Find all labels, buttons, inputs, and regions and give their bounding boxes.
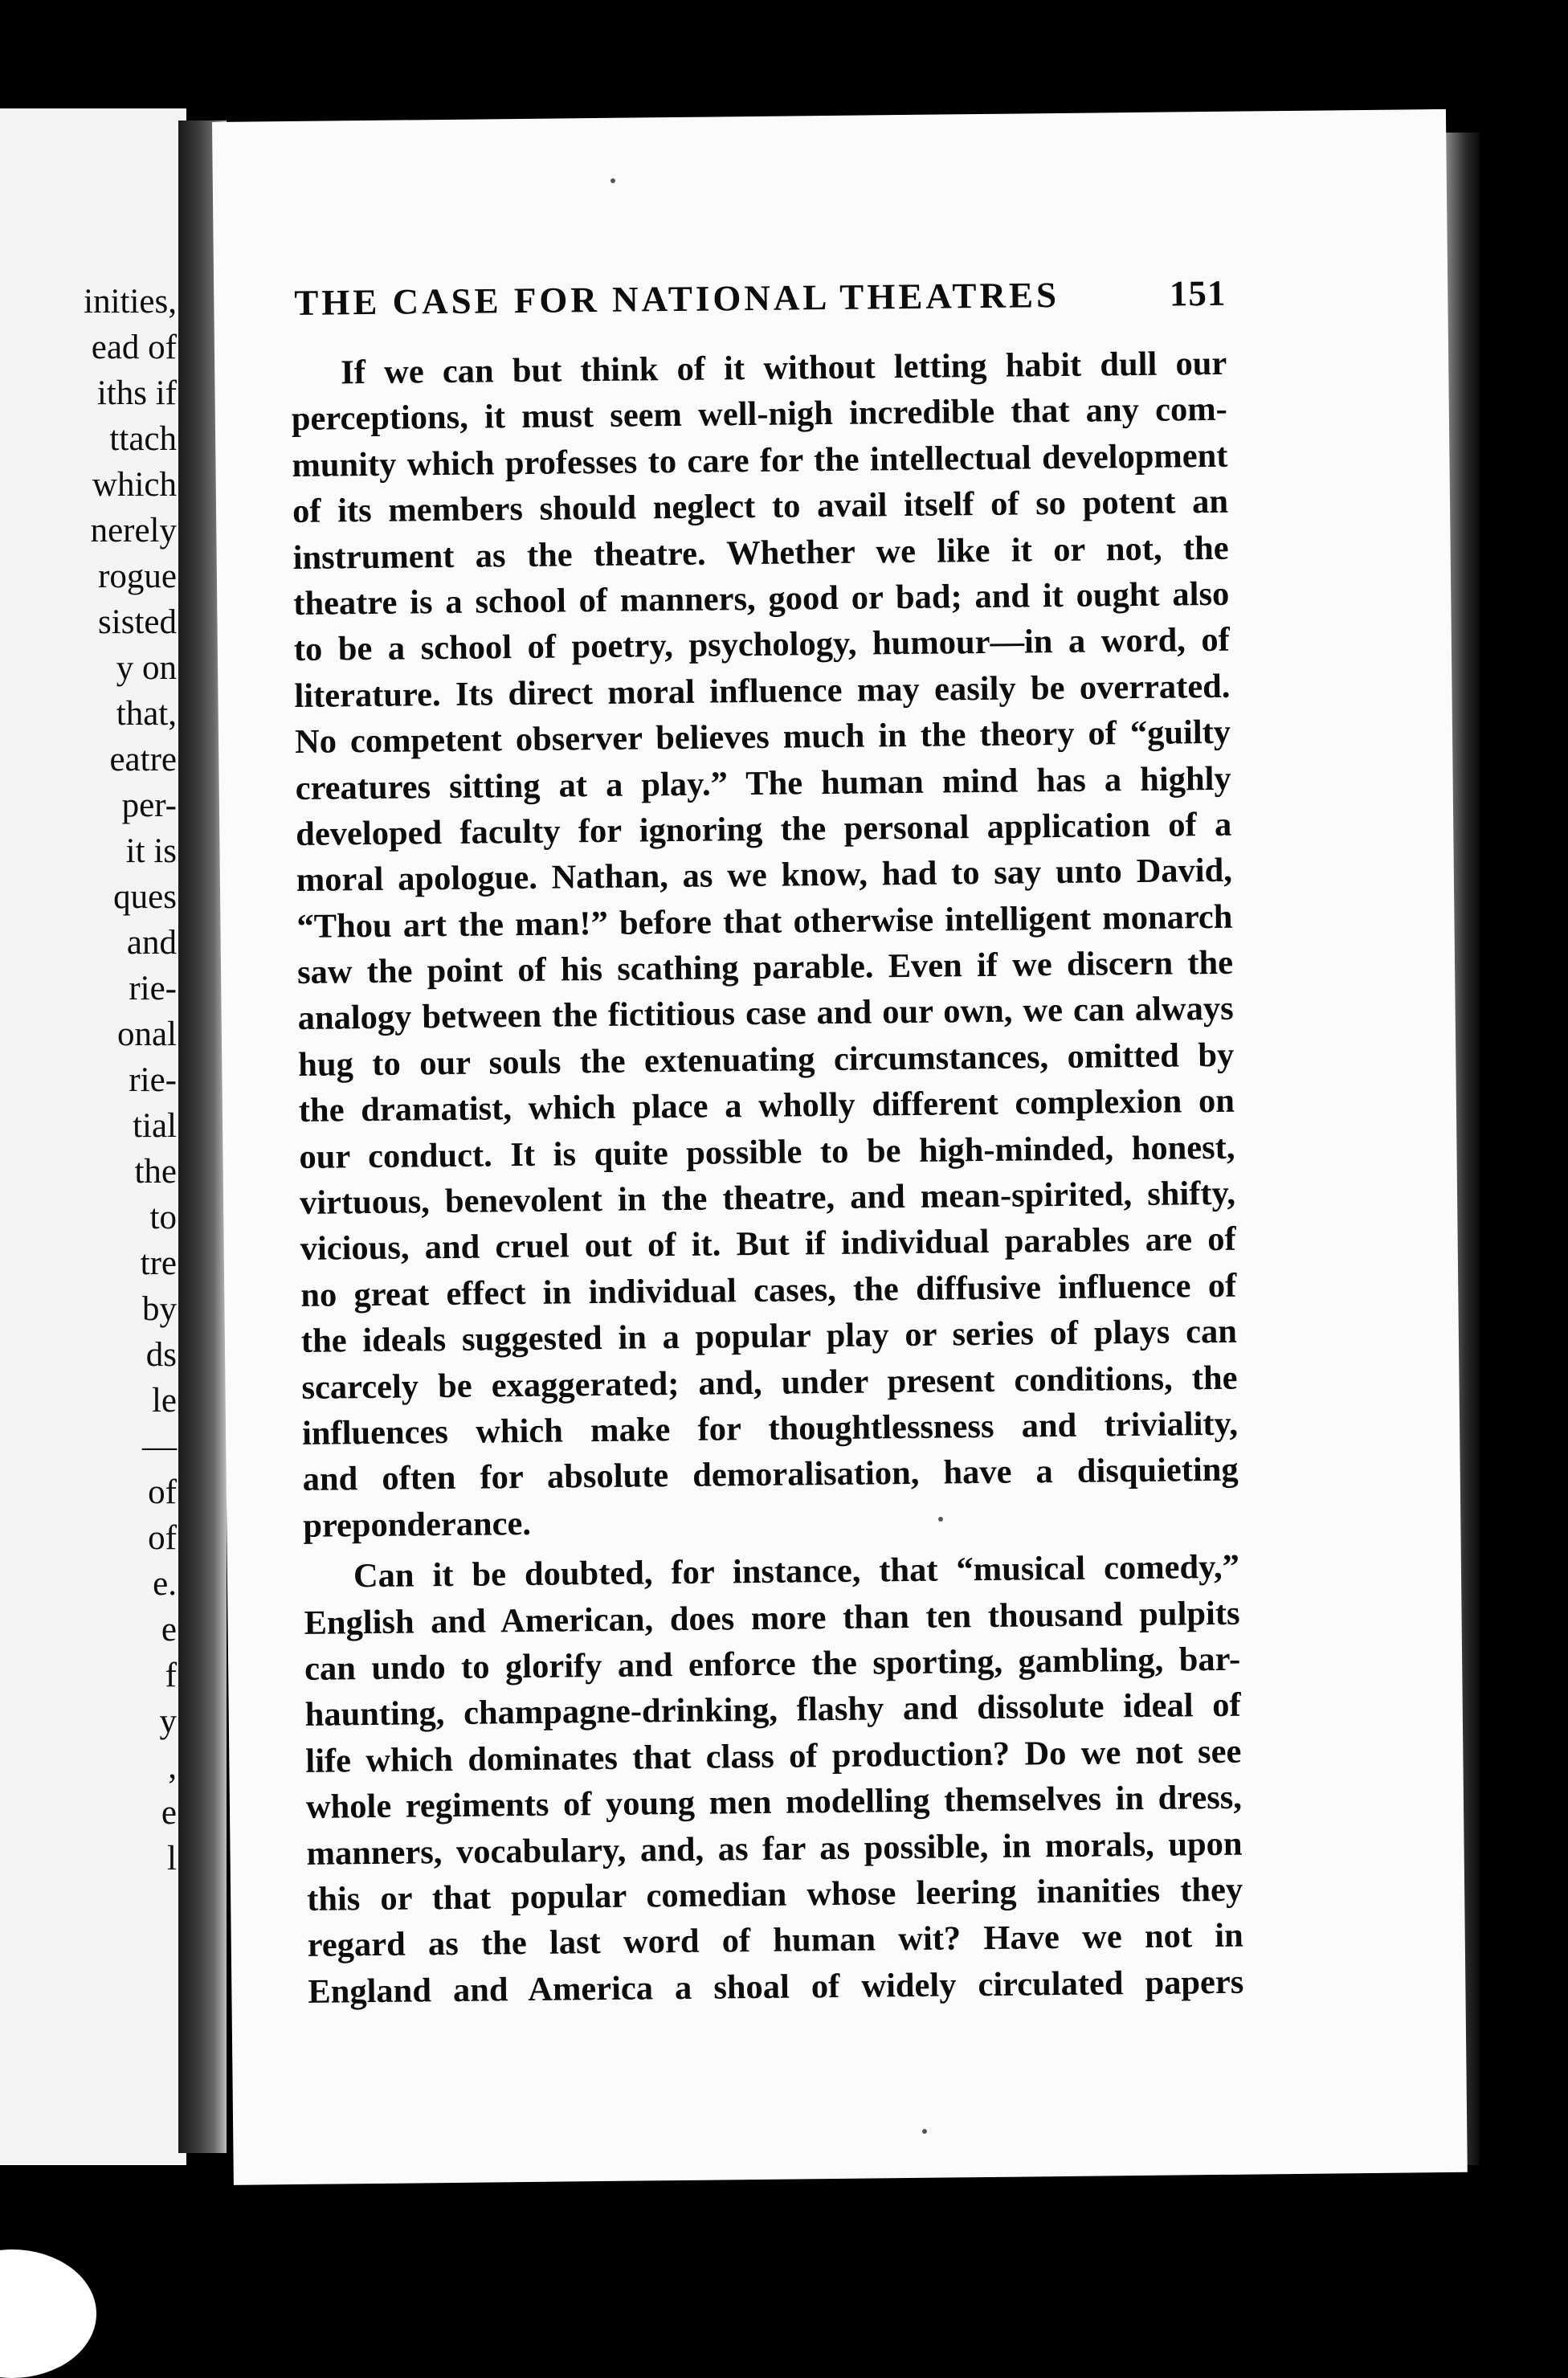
text-line: No competent observer believes much in the theory of “guilty (294, 713, 1231, 762)
text-line: theatre is a school of manners, good or bad; and it ought also (293, 574, 1230, 623)
previous-page-line: le (151, 1382, 177, 1420)
text-line: haunting, champagne-drinking, flashy and dissolute ideal of (304, 1686, 1241, 1734)
previous-page-line: tre (140, 1244, 177, 1282)
text-line: “Thou art the man!” before that otherwise intelligent monarch (296, 897, 1233, 946)
text-line: can undo to glorify and enforce the sporting, gambling, bar- (304, 1640, 1241, 1688)
text-line: manners, vocabulary, and, as far as possible, in morals, upon (306, 1824, 1243, 1873)
previous-page-line: eatre (109, 741, 177, 778)
text-line: creatures sitting at a play.” The human mind has a highly (295, 759, 1231, 807)
previous-page-text (84, 279, 177, 1882)
text-line: Can it be doubted, for instance, that “musical comedy,” (353, 1547, 1240, 1596)
running-head (294, 272, 1226, 324)
previous-page-line: sisted (98, 603, 177, 641)
previous-page-line: of (148, 1519, 177, 1557)
previous-page-line: — (142, 1428, 177, 1465)
previous-page-line: tial (133, 1107, 177, 1145)
previous-page-line: f (165, 1657, 177, 1694)
text-line: developed faculty for ignoring the personal application of a (296, 805, 1232, 853)
previous-page-line: ead of (91, 329, 177, 366)
book-page (212, 109, 1468, 2185)
previous-page-line: to (149, 1199, 177, 1236)
text-line: If we can but think of it without letting habit dull our (341, 344, 1227, 392)
text-line: regard as the last word of human wit? Have we not in (307, 1916, 1243, 1965)
previous-page-line: , (168, 1748, 177, 1786)
previous-page (0, 108, 186, 2165)
text-line: this or that popular comedian whose leering inanities they (306, 1870, 1243, 1918)
previous-page-line: it is (125, 832, 177, 870)
text-line: literature. Its direct moral influence may easily be overrated. (294, 667, 1231, 715)
previous-page-line: y (159, 1702, 177, 1740)
previous-page-line: e. (153, 1565, 177, 1603)
text-line: munity which professes to care for the intellectual development (292, 436, 1228, 484)
paper-speck (610, 178, 615, 183)
previous-page-line: iths if (96, 374, 177, 412)
page-body-text (291, 341, 1244, 2015)
text-line: analogy between the fictitious case and our own, we can always (297, 990, 1234, 1038)
text-line: saw the point of his scathing parable. Even if we discern the (296, 943, 1234, 992)
previous-page-line: rie- (129, 1061, 177, 1099)
paper-speck (938, 1517, 943, 1522)
previous-page-line: onal (116, 1015, 177, 1053)
text-line: virtuous, benevolent in the theatre, and mean-spirited, shifty, (299, 1174, 1236, 1222)
paper-speck (922, 2129, 927, 2134)
text-line: instrument as the theatre. Whether we like it or not, the (292, 529, 1229, 577)
previous-page-line: ds (145, 1336, 177, 1374)
previous-page-line: e (161, 1611, 177, 1649)
text-line: England and America a shoal of widely circulated papers (308, 1963, 1244, 2011)
text-line: to be a school of poetry, psychology, humour—in a word, of (293, 621, 1231, 669)
previous-page-line: y on (116, 649, 177, 687)
text-line: the dramatist, which place a wholly different complexion on (298, 1081, 1235, 1130)
text-line: hug to our souls the extenuating circumstances, omitted by (298, 1036, 1235, 1084)
previous-page-line: the (134, 1153, 177, 1191)
scan-corner-blot (0, 2249, 96, 2378)
text-line: preponderance. (303, 1504, 532, 1545)
previous-page-line: which (92, 466, 177, 504)
page-number: 151 (1169, 272, 1227, 314)
text-line: whole regiments of young men modelling themselves in dress, (305, 1778, 1243, 1826)
text-line: of its members should neglect to avail itself of so potent an (292, 482, 1229, 531)
text-line: scarcely be exaggerated; and, under present conditions, the (301, 1359, 1238, 1407)
previous-page-line: nerely (90, 512, 177, 550)
text-line: influences which make for thoughtlessness and triviality, (301, 1404, 1239, 1453)
previous-page-line: by (142, 1290, 177, 1328)
previous-page-line: ques (113, 878, 177, 916)
text-line: perceptions, it must seem well-nigh incredible that any com- (291, 390, 1228, 439)
text-line: and often for absolute demoralisation, have a disquieting (302, 1451, 1239, 1499)
previous-page-line: rogue (98, 558, 177, 595)
text-line: the ideals suggested in a popular play or series of plays can (300, 1312, 1238, 1361)
previous-page-line: rie- (129, 970, 177, 1007)
running-head-title: THE CASE FOR NATIONAL THEATRES (294, 274, 1060, 323)
text-line: no great effect in individual cases, the diffusive influence of (300, 1266, 1237, 1314)
text-line: English and American, does more than ten thousand pulpits (304, 1594, 1240, 1642)
previous-page-line: that, (116, 695, 177, 733)
previous-page-line: inities, (84, 283, 177, 321)
text-line: our conduct. It is quite possible to be high-minded, honest, (299, 1128, 1235, 1176)
text-line: vicious, and cruel out of it. But if individual parables are of (300, 1220, 1236, 1269)
previous-page-line: ttach (109, 420, 177, 458)
text-line: moral apologue. Nathan, as we know, had to say unto David, (296, 852, 1233, 900)
previous-page-line: e (161, 1794, 177, 1832)
previous-page-line: and (126, 924, 177, 962)
previous-page-line: of (148, 1473, 177, 1511)
previous-page-line: l (167, 1840, 177, 1877)
previous-page-line: per- (121, 787, 177, 824)
text-line: life which dominates that class of production? Do we not see (305, 1732, 1242, 1780)
